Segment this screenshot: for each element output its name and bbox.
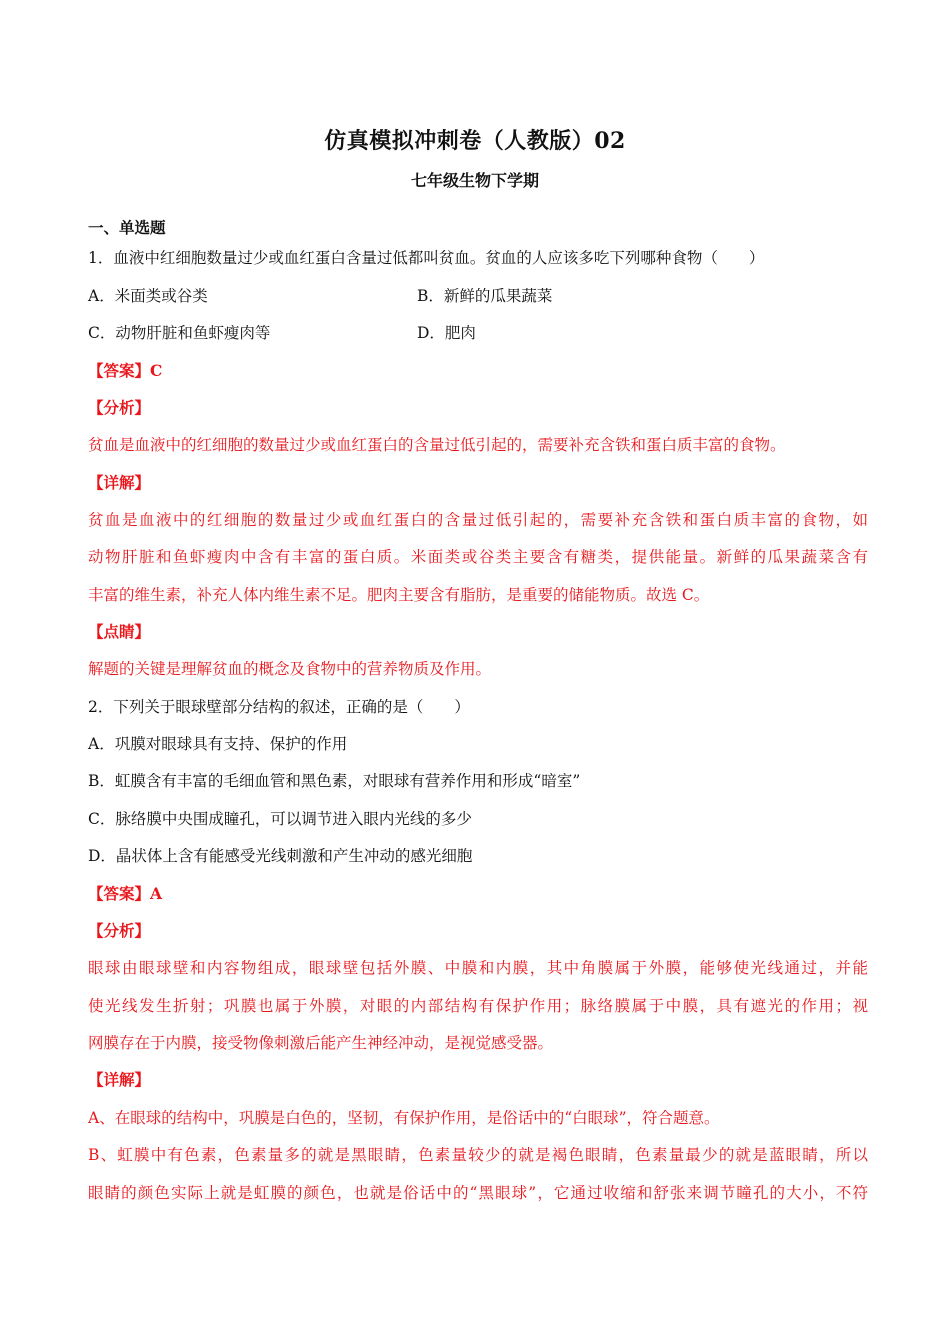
q1-analysis-tag: 【分析】 <box>88 398 151 417</box>
q2-detail-tag: 【详解】 <box>88 1070 151 1089</box>
q2-detail-line: A、在眼球的结构中，巩膜是白色的，坚韧，有保护作用，是俗话中的“白眼球”，符合题意。 <box>88 1109 720 1127</box>
page-title: 仿真模拟冲刺卷（人教版）02 <box>324 128 626 154</box>
q1-detail-line: 丰富的维生素，补充人体内维生素不足。肥肉主要含有脂肪，是重要的储能物质。故选 C。 <box>88 586 710 604</box>
q2-detail-line: 眼睛的颜色实际上就是虹膜的颜色，也就是俗话中的“黑眼球”，它通过收缩和舒张来调节瞳孔的大小，不符 <box>88 1184 868 1202</box>
q1-detail-tag: 【详解】 <box>88 473 151 492</box>
q2-option-b: B．虹膜含有丰富的毛细血管和黑色素，对眼球有营养作用和形成“暗室” <box>88 772 581 790</box>
q1-comment: 解题的关键是理解贫血的概念及食物中的营养物质及作用。 <box>88 660 492 678</box>
q1-option-a: A．米面类或谷类 <box>88 287 208 305</box>
q1-analysis: 贫血是血液中的红细胞的数量过少或血红蛋白的含量过低引起的，需要补充含铁和蛋白质丰富的食物。 <box>88 436 786 454</box>
page-subtitle: 七年级生物下学期 <box>410 171 539 190</box>
q2-answer: 【答案】A <box>88 884 163 903</box>
q1-option-d: D．肥肉 <box>417 324 476 342</box>
q1-stem: 1．血液中红细胞数量过少或血红蛋白含量过低都叫贫血。贫血的人应该多吃下列哪种食物（ ） <box>88 249 765 267</box>
q2-analysis-line: 使光线发生折射；巩膜也属于外膜，对眼的内部结构有保护作用；脉络膜属于中膜，具有遮光的作用；视 <box>88 997 868 1015</box>
q1-option-c: C．动物肝脏和鱼虾瘦肉等 <box>88 324 271 342</box>
section-heading: 一、单选题 <box>88 218 166 237</box>
q2-analysis-line: 眼球由眼球壁和内容物组成，眼球壁包括外膜、中膜和内膜，其中角膜属于外膜，能够使光线通过，并能 <box>88 959 868 977</box>
q2-detail-line: B、虹膜中有色素，色素量多的就是黑眼睛，色素量较少的就是褐色眼睛，色素量最少的就是蓝眼睛，所以 <box>88 1146 868 1164</box>
q2-stem: 2．下列关于眼球壁部分结构的叙述，正确的是（ ） <box>88 698 470 716</box>
q1-option-b: B．新鲜的瓜果蔬菜 <box>417 287 553 305</box>
q2-analysis-line: 网膜存在于内膜，接受物像刺激后能产生神经冲动，是视觉感受器。 <box>88 1034 554 1052</box>
q2-option-c: C．脉络膜中央围成瞳孔，可以调节进入眼内光线的多少 <box>88 810 472 828</box>
q1-answer: 【答案】C <box>88 361 163 380</box>
q2-analysis-tag: 【分析】 <box>88 921 151 940</box>
q2-option-d: D．晶状体上含有能感受光线刺激和产生冲动的感光细胞 <box>88 847 473 865</box>
q2-option-a: A．巩膜对眼球具有支持、保护的作用 <box>88 735 348 753</box>
q1-detail-line: 贫血是血液中的红细胞的数量过少或血红蛋白的含量过低引起的，需要补充含铁和蛋白质丰富的食物，如 <box>88 511 868 529</box>
q1-comment-tag: 【点睛】 <box>88 622 151 641</box>
q1-detail-line: 动物肝脏和鱼虾瘦肉中含有丰富的蛋白质。米面类或谷类主要含有糖类，提供能量。新鲜的瓜果蔬菜含有 <box>88 548 868 566</box>
